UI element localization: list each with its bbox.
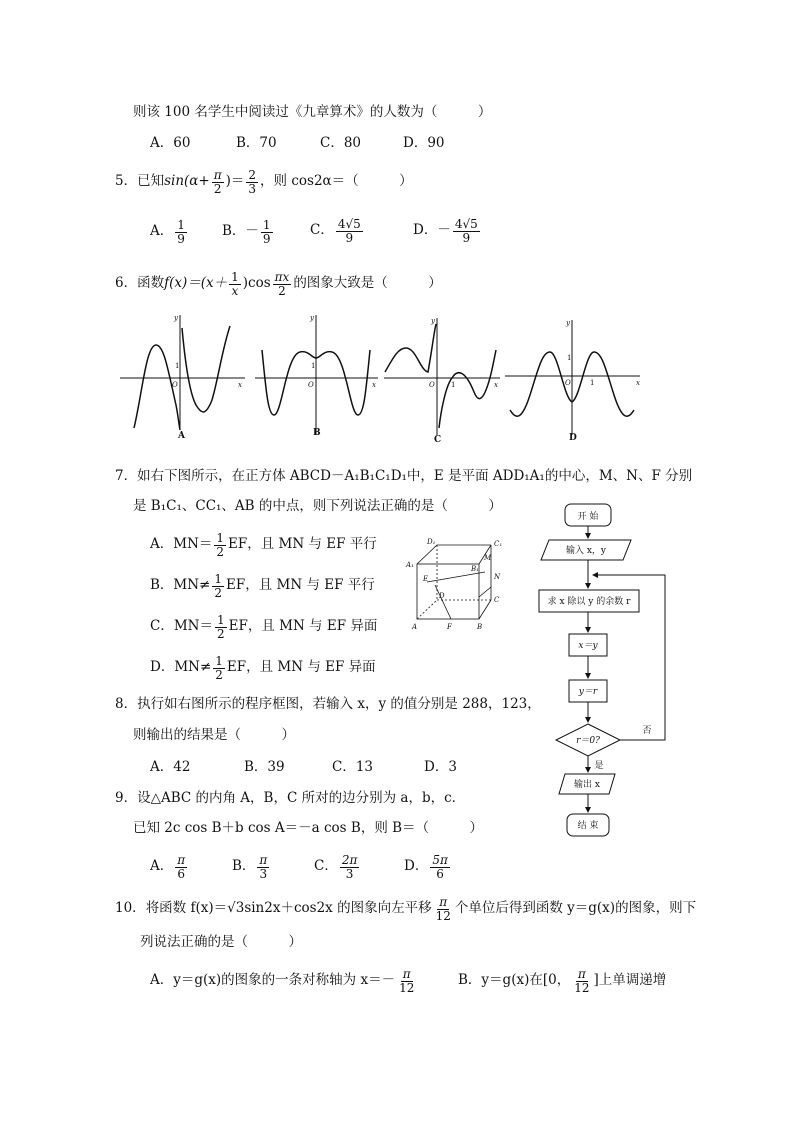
q9-option-b: B． $\frac{\pi}{3}$ [232,852,268,881]
graph-d-origin: O [565,379,571,387]
q4-option-a: A．60 [150,135,191,151]
graph-d-label: D [569,433,577,443]
flow-output-text: 输出 x [574,780,600,790]
q8-option-d: D．3 [424,759,457,775]
graph-b-y-label: y [310,314,314,322]
flow-remainder-text: 求 x 除以 y 的余数 r [547,597,631,607]
q10-line1: 10． 将函数 f(x)＝√3sin2x＋cos2x 的图象向左平移 $\frac{\pi}{12}$ 个单位后得到函数 y＝g(x)的图象，则下 [115,894,697,923]
q9-line2: 已知 2c cos B＋b cos A＝－a cos B，则 B＝（ ） [133,820,484,836]
graph-c-tick: 1 [451,381,456,389]
q9-option-d: D． $\frac{5\pi}{6}$ [404,852,448,881]
q5-stem: 5． 已知 sin(α+ $\frac{\pi}{2}$ )＝ $\frac{2}{3}$ ，则 cos2α＝（ ） [115,167,413,196]
svg-text:B₁: B₁ [471,565,479,573]
q4-option-c: C．80 [320,135,362,151]
graph-d-y-label: y [566,319,570,327]
q5-frac-2-3: $\frac{2}{3}$ [248,167,257,196]
q9-number: 9． [115,790,138,806]
q7-option-c: C．MN＝ $\frac{1}{2}$ EF，且 MN 与 EF 异面 [150,612,378,641]
graph-a-y-label: y [174,314,178,322]
graph-c-label: C [434,435,442,445]
q5-frac-pi-2: $\frac{\pi}{2}$ [213,167,222,196]
q5-option-c: C． $\frac{4√5}{9}$ [310,216,361,245]
q7-option-b: B．MN≠ $\frac{1}{2}$ EF，且 MN 与 EF 平行 [150,571,375,600]
svg-text:M: M [484,554,492,562]
q7-line2: 是 B₁C₁、CC₁、AB 的中点，则下列说法正确的是（ ） [133,498,502,514]
flow-no-label: 否 [642,726,652,736]
graph-c-x-label: x [494,381,498,389]
svg-text:C: C [494,596,500,604]
graph-c-curve [385,324,496,428]
q4-option-b: B．70 [236,135,277,151]
svg-text:D: D [439,592,445,600]
svg-text:E: E [423,575,429,583]
graph-a-label: A [178,431,185,441]
flow-assign-x-text: x＝y [578,641,598,651]
graph-d-x-label: x [636,379,640,387]
q8-number: 8． [115,696,138,712]
graph-a-tick: 1 [175,362,180,370]
graph-d-tick: 1 [567,354,572,362]
q5-number: 5． [115,173,138,190]
q6-number: 6． [115,275,138,292]
flow-end-text: 结 束 [577,821,599,831]
q5-option-d: D．－ $\frac{4√5}{9}$ [413,216,478,245]
flow-cond-text: r＝0? [576,736,600,746]
q8-option-c: C．13 [332,759,374,775]
svg-text:A₁: A₁ [406,561,414,569]
q4-stem: 则该 100 名学生中阅读过《九章算术》的人数为（ ） [133,104,492,120]
q8-line1: 8．执行如右图所示的程序框图，若输入 x，y 的值分别是 288，123， [115,696,541,712]
q10-option-a: A．y＝g(x)的图象的一条对称轴为 x＝－ $\frac{\pi}{12}$ [150,966,415,995]
graph-d-tick-x: 1 [590,379,595,387]
q8-option-a: A．42 [150,759,191,775]
graph-c-y-label: y [431,317,435,325]
flow-start-text: 开 始 [577,512,599,522]
q6-graphs [0,310,794,450]
q7-line1: 7．如右下图所示，在正方体 ABCD－A₁B₁C₁D₁中，E 是平面 ADD₁A₁的中心，M、N、F 分别 [115,468,693,484]
svg-text:B: B [477,623,483,631]
graph-a-origin: O [172,381,178,389]
q9-option-a: A． $\frac{\pi}{6}$ [150,852,186,881]
q7-option-a: A．MN＝ $\frac{1}{2}$ EF，且 MN 与 EF 平行 [150,530,377,559]
q9-line1: 9．设△ABC 的内角 A，B，C 所对的边分别为 a，b，c． [115,790,466,806]
svg-text:A: A [412,623,418,631]
svg-text:D₁: D₁ [427,538,436,546]
graph-b-tick: 1 [311,362,316,370]
flow-assign-y-text: y＝r [578,687,598,697]
flow-input-text: 输入 x，y [565,546,607,556]
q8-line2: 则输出的结果是（ ） [133,727,295,743]
q5-option-a: A． $\frac{1}{9}$ [150,217,185,246]
flow-yes-label: 是 [594,761,604,771]
graph-b-x-label: x [372,381,376,389]
q7-number: 7． [115,468,138,484]
q7-option-d: D．MN≠ $\frac{1}{2}$ EF，且 MN 与 EF 异面 [150,653,376,682]
graph-c-origin: O [429,381,435,389]
svg-text:F: F [447,623,452,631]
q6-stem: 6． 函数 f(x)＝(x＋ $\frac{1}{x}$ )cos $\frac{\pi x}{2}$ 的图象大致是（ ） [115,269,442,298]
q5-option-b: B．－ $\frac{1}{9}$ [222,217,271,246]
q9-option-c: C． $\frac{2\pi}{3}$ [314,852,358,881]
graph-a-x-label: x [238,381,242,389]
graph-b-origin: O [308,381,314,389]
graph-b-label: B [313,428,321,438]
cube-figure [405,537,505,632]
q10-option-b: B．y＝g(x)在[0， $\frac{\pi}{12}$ ]上单调递增 [458,966,667,995]
flowchart [535,500,675,840]
q8-option-b: B．39 [244,759,285,775]
q10-number: 10． [115,900,146,917]
q4-option-d: D．90 [403,135,445,151]
svg-text:C₁: C₁ [494,540,503,548]
svg-text:N: N [494,573,501,581]
q10-line2: 列说法正确的是（ ） [140,934,302,950]
